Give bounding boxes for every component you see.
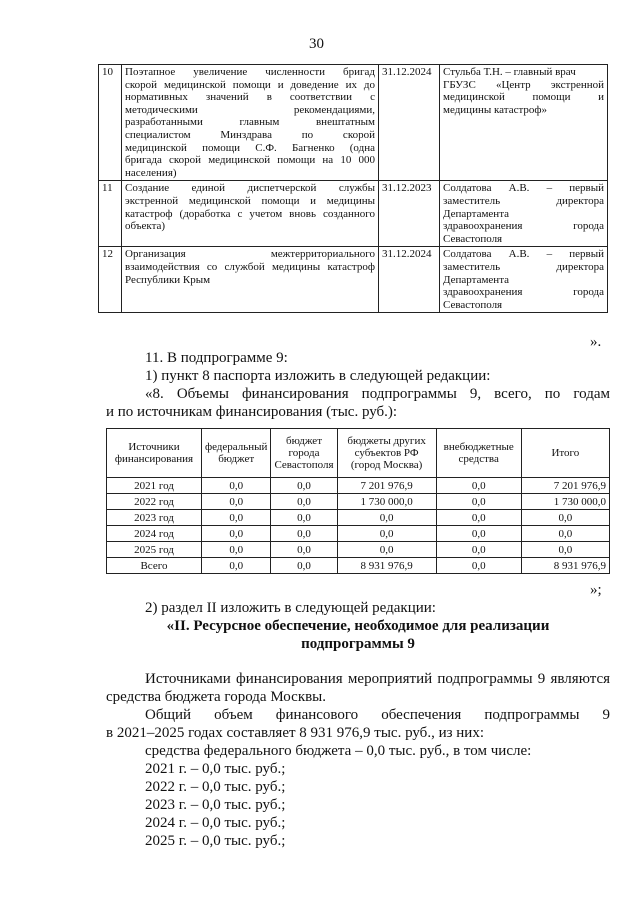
table-row: [107, 526, 610, 542]
column-header: Итого: [521, 429, 609, 478]
table-cell: 0,0: [201, 478, 271, 494]
table-cell: 0,0: [201, 494, 271, 510]
task-line: разработанными главным внештатным: [125, 116, 375, 129]
task-line: взаимодействия со службой медицины катастроф: [125, 260, 375, 273]
resp-line: ГБУЗС «Центр экстренной: [443, 78, 604, 91]
table-row: [99, 181, 608, 247]
table-cell: 7 201 976,9: [521, 478, 609, 494]
task-line: скорой медицинской помощи и доведение их до: [125, 78, 375, 91]
task-line: населения): [125, 166, 177, 179]
resp-line: медицинской помощи и: [443, 91, 604, 104]
table-cell: 0,0: [201, 526, 271, 542]
table-cell: 8 931 976,9: [521, 558, 609, 574]
column-header: внебюджетные средства: [436, 429, 521, 478]
table-cell: 0,0: [521, 510, 609, 526]
table-cell: 1 730 000,0: [337, 494, 436, 510]
task-line: катастроф (доработка с учетом вновь созданного: [125, 207, 375, 220]
row-number: 10: [99, 65, 122, 181]
responsible-cell: [440, 247, 608, 313]
column-header: бюджеты других субъектов РФ (город Москва): [337, 429, 436, 478]
resp-line: Стульба Т.Н. – главный врач: [443, 66, 576, 78]
task-cell: [122, 181, 379, 247]
paragraph-8-line: и по источникам финансирования (тыс. руб.):: [106, 404, 398, 420]
table-cell: 0,0: [201, 558, 271, 574]
task-line: Республики Крым: [125, 273, 211, 286]
task-line: Поэтапное увеличение численности бригад: [125, 66, 375, 78]
column-header: Источники финансирования: [107, 429, 202, 478]
table-cell: 8 931 976,9: [337, 558, 436, 574]
year-line: 2024 г. – 0,0 тыс. руб.;: [145, 815, 286, 831]
table-cell: 0,0: [271, 478, 337, 494]
page-number: 30: [309, 36, 324, 52]
table-cell: 2025 год: [107, 542, 202, 558]
table-cell: 0,0: [521, 526, 609, 542]
item-2: 2) раздел II изложить в следующей редакции:: [145, 600, 436, 616]
table-row: [99, 65, 608, 181]
close-quote: »;: [590, 582, 602, 598]
resp-line: здравоохранения города: [443, 220, 604, 233]
table-cell: 0,0: [436, 558, 521, 574]
table-cell: 0,0: [521, 542, 609, 558]
date-cell: 31.12.2024: [379, 65, 440, 181]
task-line: Организация межтерриториального: [125, 248, 375, 261]
task-line: медицинской помощи С.Ф. Багненко (одна: [125, 141, 375, 154]
table-cell: 0,0: [436, 478, 521, 494]
task-line: специалистом Минздрава по скорой: [125, 128, 375, 141]
table-cell: 1 730 000,0: [521, 494, 609, 510]
resp-line: Севастополя: [443, 232, 503, 245]
resp-line: Солдатова А.В. – первый: [443, 248, 604, 261]
resp-line: Солдатова А.В. – первый: [443, 182, 604, 195]
task-line: нормативных значений в соответствии с: [125, 91, 375, 104]
year-line: 2022 г. – 0,0 тыс. руб.;: [145, 779, 286, 795]
table-cell: 0,0: [337, 510, 436, 526]
table-cell: 0,0: [337, 542, 436, 558]
date-cell: 31.12.2024: [379, 247, 440, 313]
paragraph-line: в 2021–2025 годах составляет 8 931 976,9 тыс. руб., из них:: [106, 725, 484, 741]
responsible-cell: [440, 65, 608, 181]
table-cell: 2022 год: [107, 494, 202, 510]
table-cell: 0,0: [436, 542, 521, 558]
table-cell: 0,0: [271, 542, 337, 558]
paragraph-line: средства бюджета города Москвы.: [106, 689, 327, 705]
row-number: 11: [99, 181, 122, 247]
tasks-table: [98, 64, 608, 313]
column-header: бюджет города Севастополя: [271, 429, 337, 478]
table-cell: 2023 год: [107, 510, 202, 526]
task-cell: [122, 65, 379, 181]
table-cell: 7 201 976,9: [337, 478, 436, 494]
resp-line: Департамента: [443, 207, 510, 220]
section-title: подпрограммы 9: [301, 636, 415, 652]
table-cell: 0,0: [271, 526, 337, 542]
resp-line: заместитель директора: [443, 194, 604, 207]
table-row: [107, 478, 610, 494]
table-header-row: [107, 429, 610, 478]
year-line: 2021 г. – 0,0 тыс. руб.;: [145, 761, 286, 777]
paragraph-line: Источниками финансирования мероприятий подпрограммы 9 являются: [145, 671, 610, 687]
paragraph-8-line: «8. Объемы финансирования подпрограммы 9, всего, по годам: [145, 386, 610, 402]
task-line: Создание единой диспетчерской службы: [125, 182, 375, 195]
table-cell: 0,0: [337, 526, 436, 542]
federal-line: средства федерального бюджета – 0,0 тыс. руб., в том числе:: [145, 743, 532, 759]
item-11: 11. В подпрограмме 9:: [145, 350, 288, 366]
table-cell: 2024 год: [107, 526, 202, 542]
funding-table: [106, 428, 610, 574]
table-row: [107, 510, 610, 526]
resp-line: заместитель директора: [443, 260, 604, 273]
task-line: бригада скорой медицинской помощи на 10 000: [125, 154, 375, 167]
section-title: «II. Ресурсное обеспечение, необходимое для реализации: [166, 618, 550, 634]
item-1: 1) пункт 8 паспорта изложить в следующей редакции:: [145, 368, 491, 384]
row-number: 12: [99, 247, 122, 313]
table-row: [107, 494, 610, 510]
table-cell: 0,0: [436, 494, 521, 510]
table-row: [99, 247, 608, 313]
table-cell: 0,0: [201, 542, 271, 558]
close-quote: ».: [590, 334, 602, 350]
task-line: объекта): [125, 220, 166, 233]
responsible-cell: [440, 181, 608, 247]
column-header: федеральный бюджет: [201, 429, 271, 478]
table-cell: 0,0: [201, 510, 271, 526]
task-line: методическими рекомендациями,: [125, 103, 375, 116]
paragraph-line: Общий объем финансового обеспечения подпрограммы 9: [145, 707, 610, 723]
resp-line: Севастополя: [443, 298, 503, 311]
resp-line: здравоохранения города: [443, 286, 604, 299]
table-cell: Всего: [107, 558, 202, 574]
task-line: экстренной медицинской помощи и медицины: [125, 194, 375, 207]
year-line: 2023 г. – 0,0 тыс. руб.;: [145, 797, 286, 813]
table-cell: 0,0: [271, 510, 337, 526]
table-cell: 0,0: [271, 494, 337, 510]
table-row: [107, 558, 610, 574]
table-row: [107, 542, 610, 558]
table-cell: 0,0: [436, 526, 521, 542]
table-cell: 0,0: [271, 558, 337, 574]
year-line: 2025 г. – 0,0 тыс. руб.;: [145, 833, 286, 849]
table-cell: 2021 год: [107, 478, 202, 494]
task-cell: [122, 247, 379, 313]
resp-line: Департамента: [443, 273, 510, 286]
resp-line: медицины катастроф»: [443, 103, 548, 116]
table-cell: 0,0: [436, 510, 521, 526]
date-cell: 31.12.2023: [379, 181, 440, 247]
